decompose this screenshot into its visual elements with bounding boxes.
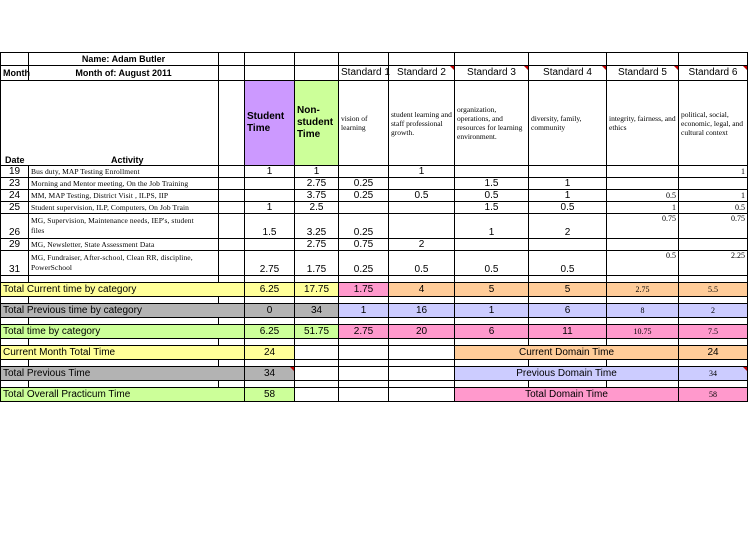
total-all-student[interactable]: 6.25 (245, 325, 295, 339)
total-all-nonstudent[interactable]: 51.75 (295, 325, 339, 339)
standard-6-header[interactable]: Standard 6 (679, 66, 748, 81)
standard-3-header[interactable]: Standard 3 (455, 66, 529, 81)
cell[interactable] (295, 367, 339, 381)
cell[interactable] (1, 381, 29, 388)
cell[interactable] (219, 81, 245, 166)
cell[interactable] (339, 53, 389, 66)
total-domain-time-value[interactable]: 58 (679, 388, 748, 402)
total-previous-label[interactable]: Total Previous time by category (1, 304, 245, 318)
standard-3-cell[interactable]: 1.5 (455, 178, 529, 190)
standard-2-cell[interactable] (389, 214, 455, 239)
activity-cell[interactable] (29, 214, 219, 239)
activity-cell[interactable] (29, 251, 219, 276)
cell[interactable] (295, 339, 339, 346)
cell[interactable] (389, 367, 455, 381)
standard-3-cell[interactable]: 0.5 (455, 190, 529, 202)
nonstudent-time-cell[interactable]: 1 (295, 166, 339, 178)
cell[interactable] (339, 381, 389, 388)
total-previous-s1[interactable]: 1 (339, 304, 389, 318)
standard-4-header[interactable]: Standard 4 (529, 66, 607, 81)
standard-1-description[interactable]: vision of learning (339, 81, 389, 166)
standard-1-cell[interactable] (339, 202, 389, 214)
standard-4-description[interactable]: diversity, family, community (529, 81, 607, 166)
standard-1-cell[interactable]: 0.75 (339, 239, 389, 251)
cell[interactable] (679, 318, 748, 325)
cell[interactable] (679, 339, 748, 346)
cell[interactable] (245, 318, 295, 325)
total-current-label[interactable]: Total Current time by category (1, 283, 245, 297)
cell[interactable] (219, 239, 245, 251)
standard-5-cell[interactable]: 0.75 (607, 214, 679, 239)
standard-6-cell[interactable]: 1 (679, 166, 748, 178)
total-all-s2[interactable]: 20 (389, 325, 455, 339)
table-row (1, 214, 748, 239)
cell[interactable] (679, 360, 748, 367)
standard-4-cell[interactable]: 1 (529, 190, 607, 202)
cell[interactable] (219, 339, 245, 346)
date-cell[interactable]: 25 (1, 202, 29, 214)
cell[interactable] (389, 381, 455, 388)
cell[interactable] (339, 318, 389, 325)
activity-cell[interactable]: Student supervision, ILP, Computers, On Job Train (29, 202, 219, 214)
total-overall-value[interactable]: 58 (245, 388, 295, 402)
cell[interactable] (1, 276, 29, 283)
cell[interactable] (295, 388, 339, 402)
cell[interactable] (245, 381, 295, 388)
standard-1-header[interactable]: Standard 1 (339, 66, 389, 81)
cell[interactable] (1, 339, 29, 346)
cell[interactable] (219, 190, 245, 202)
cell[interactable] (245, 297, 295, 304)
standard-1-cell[interactable]: 0.25 (339, 214, 389, 239)
cell[interactable] (455, 318, 529, 325)
date-cell[interactable]: 26 (1, 214, 29, 239)
cell[interactable] (339, 388, 389, 402)
standard-1-cell[interactable]: 0.25 (339, 178, 389, 190)
cell[interactable] (455, 53, 529, 66)
cell[interactable] (219, 166, 245, 178)
cell[interactable] (245, 53, 295, 66)
cell[interactable] (529, 360, 607, 367)
cell[interactable] (389, 318, 455, 325)
cell[interactable] (295, 381, 339, 388)
standard-5-cell[interactable]: 0.5 (607, 251, 679, 276)
activity-cell[interactable]: MG, Newsletter, State Assessment Data (29, 239, 219, 251)
cell[interactable] (455, 381, 529, 388)
total-previous-nonstudent[interactable]: 34 (295, 304, 339, 318)
standard-3-cell[interactable] (455, 166, 529, 178)
cell[interactable] (679, 53, 748, 66)
total-current-s5[interactable]: 2.75 (607, 283, 679, 297)
total-all-s6[interactable]: 7.5 (679, 325, 748, 339)
table-row (1, 190, 748, 202)
cell[interactable] (339, 346, 389, 360)
cell[interactable] (339, 360, 389, 367)
student-time-cell[interactable]: 1 (245, 166, 295, 178)
standard-5-description[interactable]: integrity, fairness, and ethics (607, 81, 679, 166)
cell[interactable] (607, 297, 679, 304)
month-label[interactable]: Month (1, 66, 29, 81)
cell[interactable] (529, 339, 607, 346)
cell[interactable] (455, 276, 529, 283)
cell[interactable] (219, 297, 245, 304)
total-previous-s2[interactable]: 16 (389, 304, 455, 318)
cell[interactable] (295, 318, 339, 325)
cell[interactable] (389, 346, 455, 360)
previous-domain-time-value[interactable]: 34 (679, 367, 748, 381)
total-previous-time-value[interactable]: 34 (245, 367, 295, 381)
standard-6-description[interactable]: political, social, economic, legal, and cultural context (679, 81, 748, 166)
cell[interactable] (29, 381, 219, 388)
table-row (1, 178, 748, 190)
standard-5-cell[interactable] (607, 239, 679, 251)
cell[interactable] (219, 276, 245, 283)
cell[interactable] (389, 53, 455, 66)
cell[interactable] (245, 276, 295, 283)
total-overall-label[interactable]: Total Overall Practicum Time (1, 388, 245, 402)
cell[interactable] (219, 178, 245, 190)
cell[interactable] (295, 297, 339, 304)
cell[interactable] (1, 318, 29, 325)
standard-2-cell[interactable]: 2 (389, 239, 455, 251)
cell[interactable] (219, 318, 245, 325)
cell[interactable] (295, 346, 339, 360)
cell[interactable] (679, 297, 748, 304)
cell[interactable] (295, 53, 339, 66)
cell[interactable] (1, 360, 29, 367)
cell[interactable] (455, 297, 529, 304)
table-row (1, 251, 748, 276)
standard-1-cell[interactable] (339, 166, 389, 178)
cell[interactable] (389, 297, 455, 304)
student-time-cell[interactable]: 1 (245, 202, 295, 214)
total-all-s3[interactable]: 6 (455, 325, 529, 339)
previous-domain-time-label[interactable]: Previous Domain Time (455, 367, 679, 381)
current-month-total-value[interactable]: 24 (245, 346, 295, 360)
standard-2-cell[interactable] (389, 202, 455, 214)
standard-1-cell[interactable]: 0.25 (339, 190, 389, 202)
total-domain-time-label[interactable]: Total Domain Time (455, 388, 679, 402)
standard-6-cell[interactable]: 0.75 (679, 214, 748, 239)
cell[interactable] (529, 297, 607, 304)
current-month-total-row (1, 346, 748, 360)
standard-6-cell[interactable]: 0.5 (679, 202, 748, 214)
standard-3-description[interactable]: organization, operations, and resources for learning environment. (455, 81, 529, 166)
cell[interactable] (29, 339, 219, 346)
nonstudent-time-cell[interactable]: 1.75 (295, 251, 339, 276)
total-all-s4[interactable]: 11 (529, 325, 607, 339)
total-current-nonstudent[interactable]: 17.75 (295, 283, 339, 297)
standard-5-cell[interactable] (607, 166, 679, 178)
total-all-s1[interactable]: 2.75 (339, 325, 389, 339)
standard-4-cell[interactable]: 0.5 (529, 251, 607, 276)
nonstudent-time-cell[interactable]: 2.75 (295, 178, 339, 190)
student-time-header[interactable]: Student Time (245, 81, 295, 166)
standard-2-cell[interactable] (389, 178, 455, 190)
total-previous-row (1, 304, 748, 318)
cell[interactable] (245, 360, 295, 367)
cell[interactable] (219, 360, 245, 367)
standard-2-description[interactable]: student learning and staff professional growth. (389, 81, 455, 166)
total-previous-time-label[interactable]: Total Previous Time (1, 367, 245, 381)
cell[interactable] (219, 53, 245, 66)
standard-4-cell[interactable]: 1 (529, 178, 607, 190)
cell[interactable] (529, 53, 607, 66)
total-current-s1[interactable]: 1.75 (339, 283, 389, 297)
standard-5-cell[interactable]: 1 (607, 202, 679, 214)
cell[interactable] (389, 360, 455, 367)
standard-4-cell[interactable]: 0.5 (529, 202, 607, 214)
standard-5-header[interactable]: Standard 5 (607, 66, 679, 81)
total-previous-s3[interactable]: 1 (455, 304, 529, 318)
cell[interactable] (529, 381, 607, 388)
standard-4-cell[interactable] (529, 166, 607, 178)
standard-4-cell[interactable]: 2 (529, 214, 607, 239)
student-time-cell[interactable] (245, 239, 295, 251)
cell[interactable] (339, 367, 389, 381)
activity-cell[interactable]: MM, MAP Testing, District Visit , ILPS, IIP (29, 190, 219, 202)
standard-5-cell[interactable]: 0.5 (607, 190, 679, 202)
table-row (1, 239, 748, 251)
standard-3-cell[interactable]: 1 (455, 214, 529, 239)
table-row (1, 202, 748, 214)
cell[interactable] (245, 339, 295, 346)
cell[interactable] (607, 339, 679, 346)
nonstudent-time-header[interactable]: Non-student Time (295, 81, 339, 166)
cell[interactable] (29, 318, 219, 325)
cell[interactable] (607, 318, 679, 325)
total-previous-s4[interactable]: 6 (529, 304, 607, 318)
activity-line: files (31, 226, 45, 235)
date-header: Date (5, 155, 25, 165)
cell[interactable] (679, 276, 748, 283)
activity-line: MG, Supervision, Maintenance needs, IEP's, student (31, 216, 194, 225)
standard-1-cell[interactable]: 0.25 (339, 251, 389, 276)
standard-6-cell[interactable]: 1 (679, 190, 748, 202)
activity-header: Activity (111, 155, 144, 165)
total-previous-student[interactable]: 0 (245, 304, 295, 318)
cell[interactable] (607, 360, 679, 367)
total-current-row (1, 283, 748, 297)
standard-6-cell[interactable]: 2.25 (679, 251, 748, 276)
activity-cell[interactable]: Bus duty, MAP Testing Enrollment (29, 166, 219, 178)
cell[interactable] (389, 388, 455, 402)
practicum-time-log-sheet (0, 52, 748, 402)
student-name[interactable]: Name: Adam Butler (29, 53, 219, 66)
total-current-s6[interactable]: 5.5 (679, 283, 748, 297)
cell[interactable] (339, 339, 389, 346)
total-current-s2[interactable]: 4 (389, 283, 455, 297)
cell[interactable] (389, 339, 455, 346)
total-current-student[interactable]: 6.25 (245, 283, 295, 297)
activity-cell[interactable]: Morning and Mentor meeting, On the Job Training (29, 178, 219, 190)
standard-2-header[interactable]: Standard 2 (389, 66, 455, 81)
cell[interactable] (29, 276, 219, 283)
month-of[interactable]: Month of: August 2011 (29, 66, 219, 81)
standard-2-cell[interactable]: 0.5 (389, 251, 455, 276)
cell[interactable] (29, 360, 219, 367)
standard-2-cell[interactable]: 0.5 (389, 190, 455, 202)
date-activity-header[interactable] (1, 81, 219, 166)
cell[interactable] (339, 297, 389, 304)
cell[interactable] (219, 251, 245, 276)
cell[interactable] (29, 297, 219, 304)
cell[interactable] (219, 381, 245, 388)
current-domain-time-label[interactable]: Current Domain Time (455, 346, 679, 360)
standard-6-cell[interactable] (679, 239, 748, 251)
date-cell[interactable]: 24 (1, 190, 29, 202)
cell[interactable] (607, 53, 679, 66)
student-time-cell[interactable]: 2.75 (245, 251, 295, 276)
cell[interactable] (339, 276, 389, 283)
nonstudent-time-cell[interactable]: 3.75 (295, 190, 339, 202)
nonstudent-time-cell[interactable]: 3.25 (295, 214, 339, 239)
activity-line: MG, Fundraiser, After-school, Clean RR, discipline, (31, 253, 193, 262)
student-time-cell[interactable]: 1.5 (245, 214, 295, 239)
date-cell[interactable]: 19 (1, 166, 29, 178)
cell[interactable] (295, 276, 339, 283)
nonstudent-time-cell[interactable]: 2.5 (295, 202, 339, 214)
table-row (1, 166, 748, 178)
cell[interactable] (607, 381, 679, 388)
cell[interactable] (529, 318, 607, 325)
standard-3-cell[interactable]: 1.5 (455, 202, 529, 214)
standard-3-cell[interactable] (455, 239, 529, 251)
total-previous-s5[interactable]: 8 (607, 304, 679, 318)
total-current-s3[interactable]: 5 (455, 283, 529, 297)
total-all-label[interactable]: Total time by category (1, 325, 245, 339)
total-previous-s6[interactable]: 2 (679, 304, 748, 318)
cell[interactable] (219, 202, 245, 214)
student-time-cell[interactable] (245, 190, 295, 202)
date-cell[interactable]: 23 (1, 178, 29, 190)
cell[interactable] (455, 360, 529, 367)
cell[interactable] (245, 66, 295, 81)
current-domain-time-value[interactable]: 24 (679, 346, 748, 360)
date-cell[interactable]: 31 (1, 251, 29, 276)
standard-3-cell[interactable]: 0.5 (455, 251, 529, 276)
total-all-s5[interactable]: 10.75 (607, 325, 679, 339)
student-time-cell[interactable] (245, 178, 295, 190)
activity-line: PowerSchool (31, 263, 73, 272)
total-current-s4[interactable]: 5 (529, 283, 607, 297)
cell[interactable] (1, 297, 29, 304)
current-month-total-label[interactable]: Current Month Total Time (1, 346, 245, 360)
nonstudent-time-cell[interactable]: 2.75 (295, 239, 339, 251)
cell[interactable] (607, 276, 679, 283)
date-cell[interactable]: 29 (1, 239, 29, 251)
cell[interactable] (219, 66, 245, 81)
total-previous-time-row (1, 367, 748, 381)
cell[interactable] (219, 214, 245, 239)
standard-6-cell[interactable] (679, 178, 748, 190)
cell[interactable] (389, 276, 455, 283)
cell[interactable] (529, 276, 607, 283)
cell[interactable] (455, 339, 529, 346)
standard-5-cell[interactable] (607, 178, 679, 190)
standard-2-cell[interactable]: 1 (389, 166, 455, 178)
total-all-row (1, 325, 748, 339)
standard-4-cell[interactable] (529, 239, 607, 251)
total-overall-row (1, 388, 748, 402)
cell[interactable] (1, 53, 29, 66)
cell[interactable] (295, 66, 339, 81)
cell[interactable] (295, 360, 339, 367)
cell[interactable] (679, 381, 748, 388)
